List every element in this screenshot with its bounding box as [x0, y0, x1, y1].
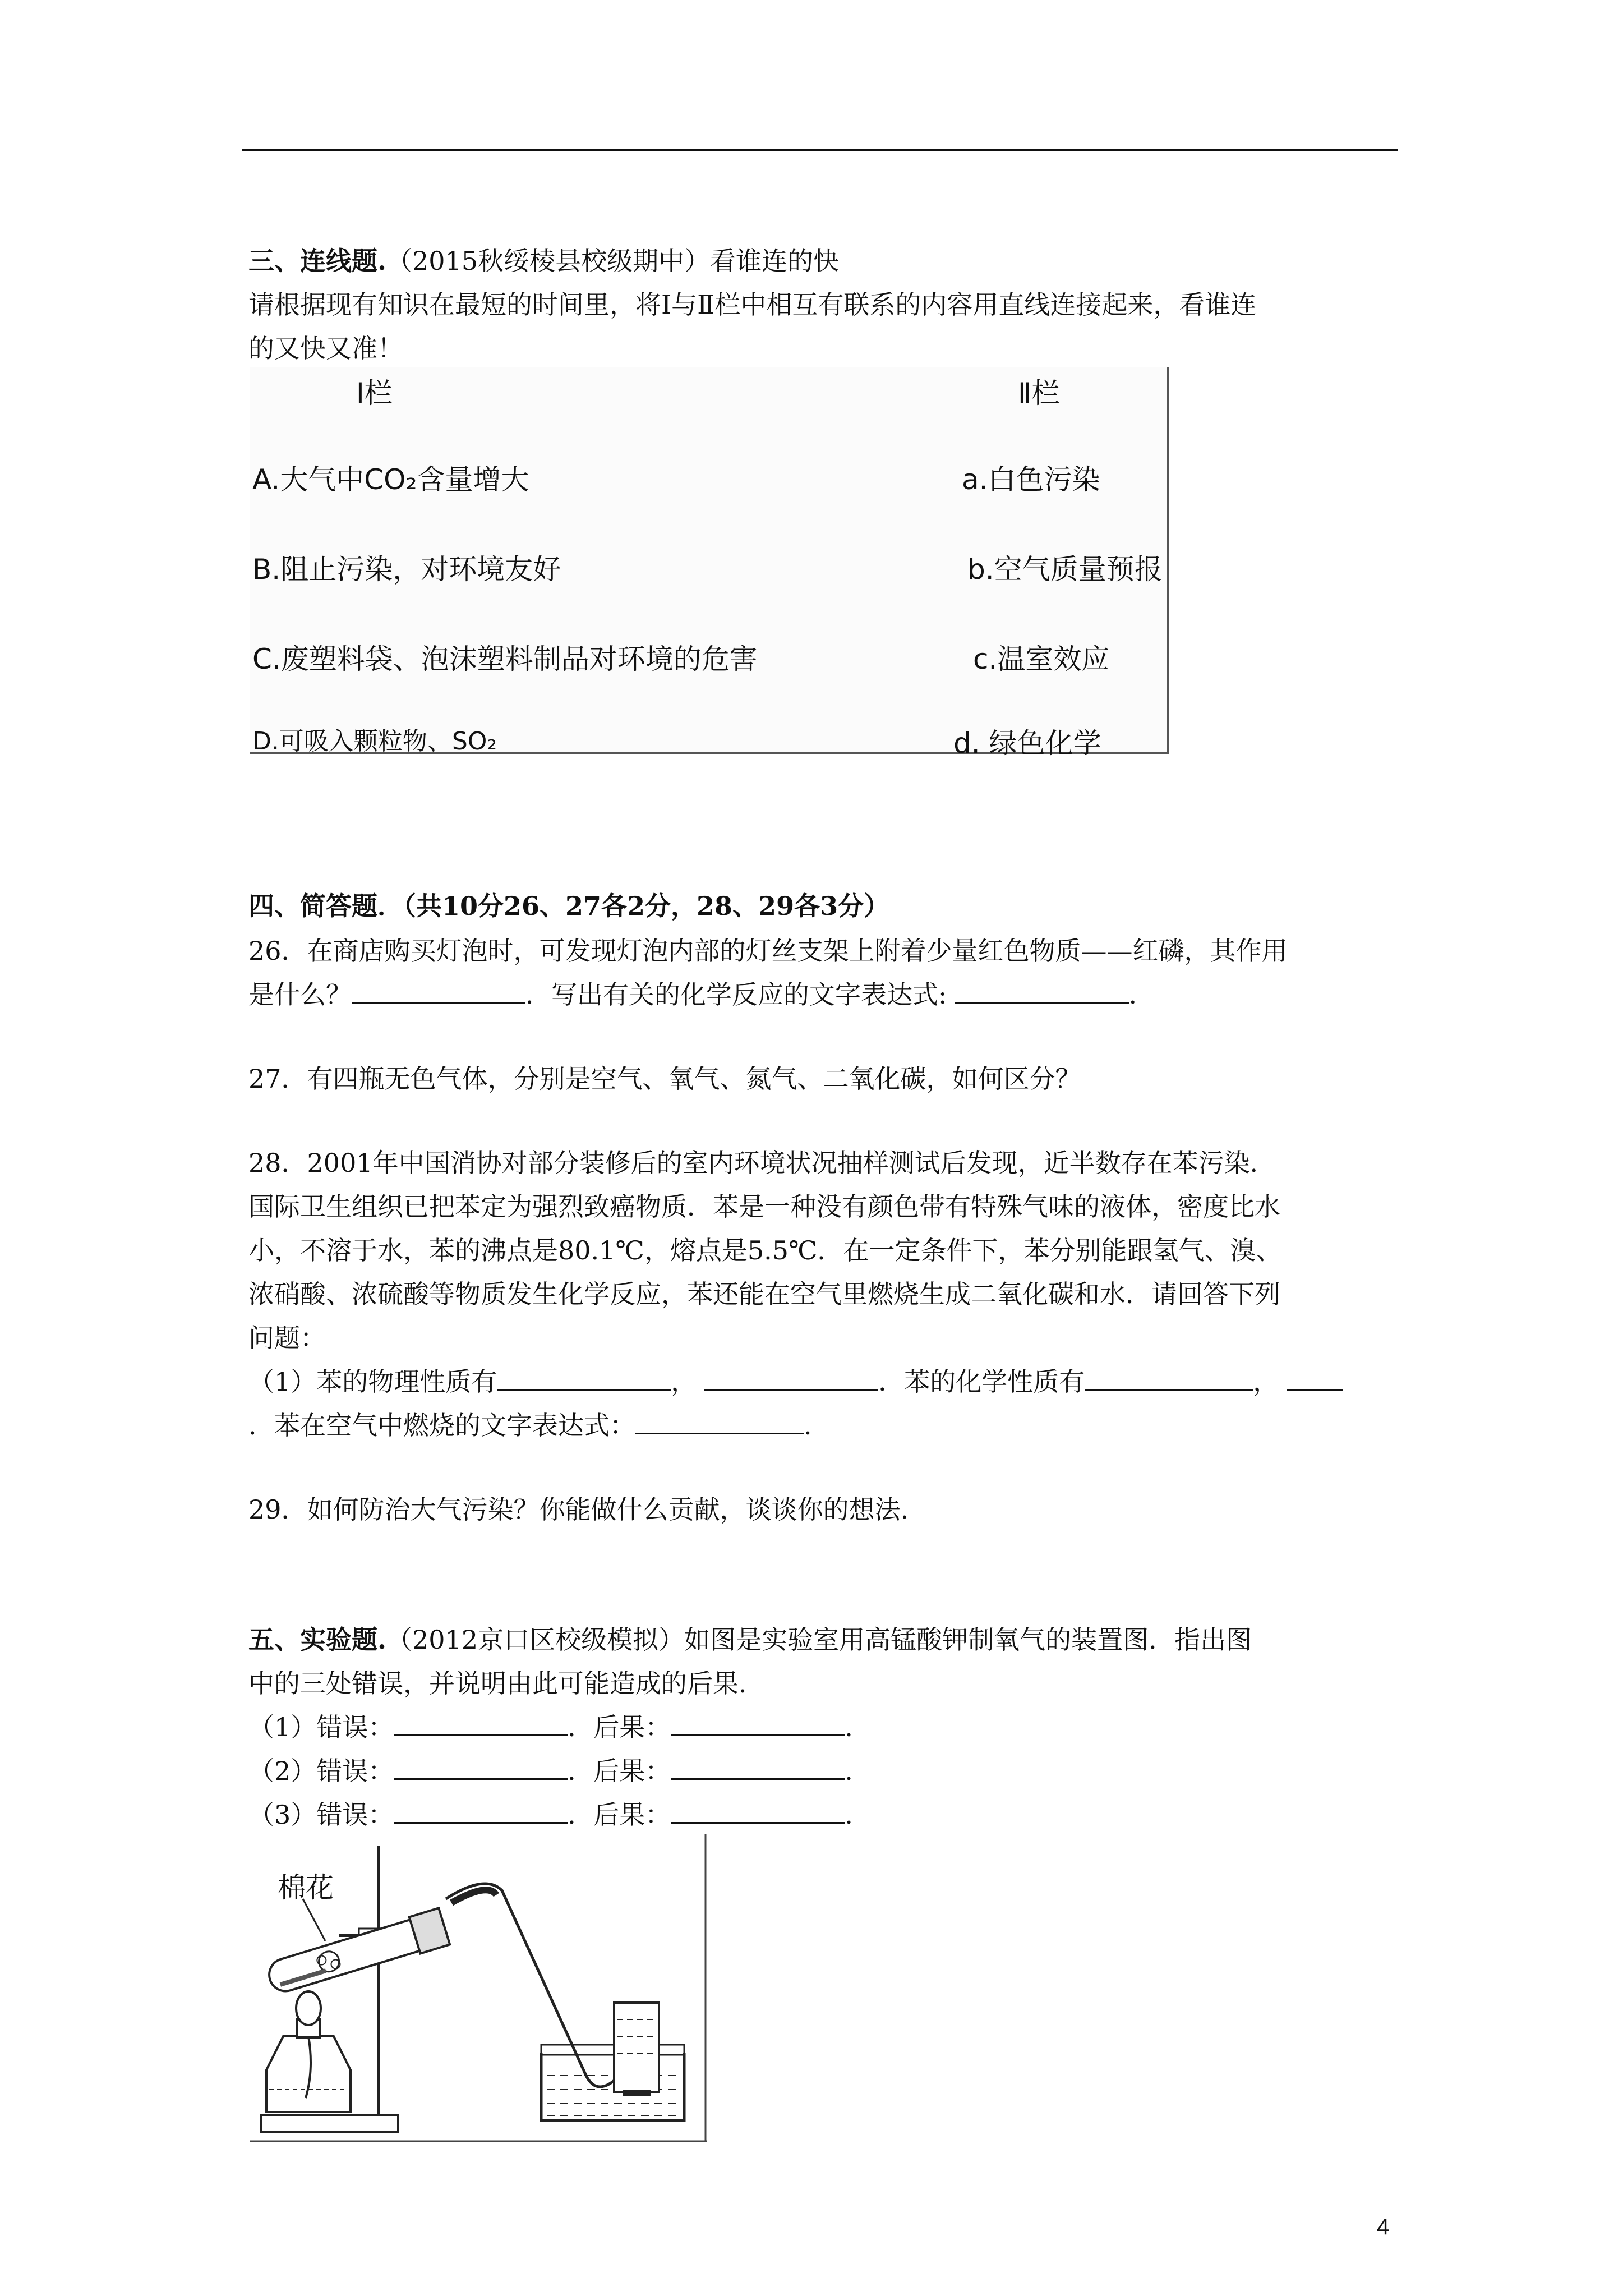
q28-end: .: [804, 1410, 812, 1441]
q30-row-1: [248, 1709, 853, 1746]
q26-line2: [248, 976, 1137, 1013]
row3-end: .: [845, 1800, 853, 1830]
left-item-c: C.废塑料袋、泡沫塑料制品对环境的危害: [252, 643, 758, 675]
row3-mid: ．后果：: [568, 1800, 671, 1830]
alcohol-lamp: [266, 1991, 351, 2112]
row2-error-blank[interactable]: [394, 1754, 568, 1780]
left-item-d: D.可吸入颗粒物、SO₂: [252, 727, 497, 756]
section5-line2: 中的三处错误，并说明由此可能造成的后果．: [248, 1668, 764, 1699]
row2-label: （2）错误：: [248, 1756, 394, 1786]
q30-row-2: [248, 1752, 853, 1789]
row3-error-blank[interactable]: [394, 1797, 568, 1824]
q28-blank-chemical-1[interactable]: [1085, 1364, 1253, 1391]
right-item-d: d. 绿色化学: [953, 727, 1101, 760]
section5-heading: 五、实验题.: [248, 1625, 387, 1655]
page-number: 4: [1377, 2215, 1390, 2239]
right-item-a: a.白色污染: [962, 463, 1100, 496]
matching-table: [250, 367, 1169, 760]
q28-line2: 国际卫生组织已把苯定为强烈致癌物质．苯是一种没有颜色带有特殊气味的液体，密度比水: [248, 1191, 1280, 1222]
delivery-tube: [446, 1884, 620, 2087]
header-rule: [242, 149, 1398, 151]
q28-blank-equation[interactable]: [635, 1408, 804, 1434]
table-right-border: [1167, 367, 1169, 754]
cotton-label: 棉花: [278, 1871, 334, 1904]
q28-line1: 28．2001年中国消协对部分装修后的室内环境状况抽样测试后发现，近半数存在苯污染．: [248, 1148, 1276, 1178]
section3-title-line: [248, 242, 839, 279]
row3-label: （3）错误：: [248, 1800, 394, 1830]
q28-blank-chemical-2[interactable]: [1287, 1364, 1343, 1391]
left-item-b: B.阻止污染，对环境友好: [252, 553, 561, 586]
q26-prompt: 是什么？: [248, 979, 352, 1010]
q28-sub1-chem-prompt: ．苯的化学性质有: [878, 1366, 1085, 1397]
collection-bottle: [614, 2003, 659, 2096]
stand-base: [261, 2115, 398, 2132]
q28-blank-physical-1[interactable]: [497, 1364, 671, 1391]
section3-source: （2015秋绥棱县校级期中）看谁连的快: [386, 246, 840, 276]
q26-end: .: [1128, 979, 1137, 1010]
row2-result-blank[interactable]: [671, 1754, 845, 1780]
row1-mid: ．后果：: [568, 1712, 671, 1742]
row1-result-blank[interactable]: [671, 1710, 845, 1736]
section3-instruction-2: 的又快又准！: [248, 333, 403, 364]
q29: 29．如何防治大气污染？你能做什么贡献，谈谈你的想法.: [248, 1494, 909, 1525]
q28-equation-prompt: ．苯在空气中燃烧的文字表达式：: [248, 1410, 635, 1441]
q28-line3: 小，不溶于水，苯的沸点是80.1℃，熔点是5.5℃．在一定条件下，苯分别能跟氢气、溴、: [248, 1235, 1282, 1266]
q28-sub1-prompt: （1）苯的物理性质有: [248, 1366, 497, 1397]
row1-end: .: [845, 1712, 853, 1742]
section3-instruction-1: 请根据现有知识在最短的时间里，将Ⅰ与Ⅱ栏中相互有联系的内容用直线连接起来，看谁连: [248, 289, 1257, 320]
q30-row-3: [248, 1796, 853, 1833]
q28-comma-2: ，: [1253, 1366, 1279, 1397]
col1-header: Ⅰ栏: [356, 377, 393, 409]
col2-header: Ⅱ栏: [1018, 377, 1060, 409]
section4-heading: 四、简答题．（共10分26、27各2分，28、29各3分）: [248, 891, 890, 921]
section3-heading: 三、连线题.: [248, 246, 387, 276]
q26-line1: 26．在商店购买灯泡时，可发现灯泡内部的灯丝支架上附着少量红色物质——红磷，其作用: [248, 936, 1288, 966]
q26-prompt-2: ．写出有关的化学反应的文字表达式:: [525, 979, 947, 1010]
q28-sub1-cont: [248, 1407, 812, 1444]
q28-comma-1: ，: [671, 1366, 697, 1397]
q28-sub1: [248, 1363, 1343, 1400]
right-item-b: b.空气质量预报: [967, 553, 1163, 586]
row2-mid: ．后果：: [568, 1756, 671, 1786]
q26-answer-blank-1[interactable]: [352, 977, 525, 1004]
q27: 27．有四瓶无色气体，分别是空气、氧气、氮气、二氧化碳，如何区分？: [248, 1064, 1081, 1094]
right-item-c: c.温室效应: [973, 643, 1110, 675]
q28-line5: 问题：: [248, 1323, 326, 1353]
row1-error-blank[interactable]: [394, 1710, 568, 1736]
q26-answer-blank-2[interactable]: [955, 977, 1129, 1004]
q28-line4: 浓硝酸、浓硫酸等物质发生化学反应，苯还能在空气里燃烧生成二氧化碳和水．请回答下列: [248, 1279, 1280, 1309]
row1-label: （1）错误：: [248, 1712, 394, 1742]
section5-source: （2012京口区校级模拟）如图是实验室用高锰酸钾制氧气的装置图．指出图: [386, 1625, 1252, 1655]
section5-line1: [248, 1621, 1252, 1658]
q28-blank-physical-2[interactable]: [704, 1364, 878, 1391]
test-tube: [264, 1908, 450, 1998]
apparatus-figure: [250, 1834, 707, 2143]
row2-end: .: [845, 1756, 853, 1786]
left-item-a: A.大气中CO₂含量增大: [252, 463, 529, 496]
row3-result-blank[interactable]: [671, 1797, 845, 1824]
